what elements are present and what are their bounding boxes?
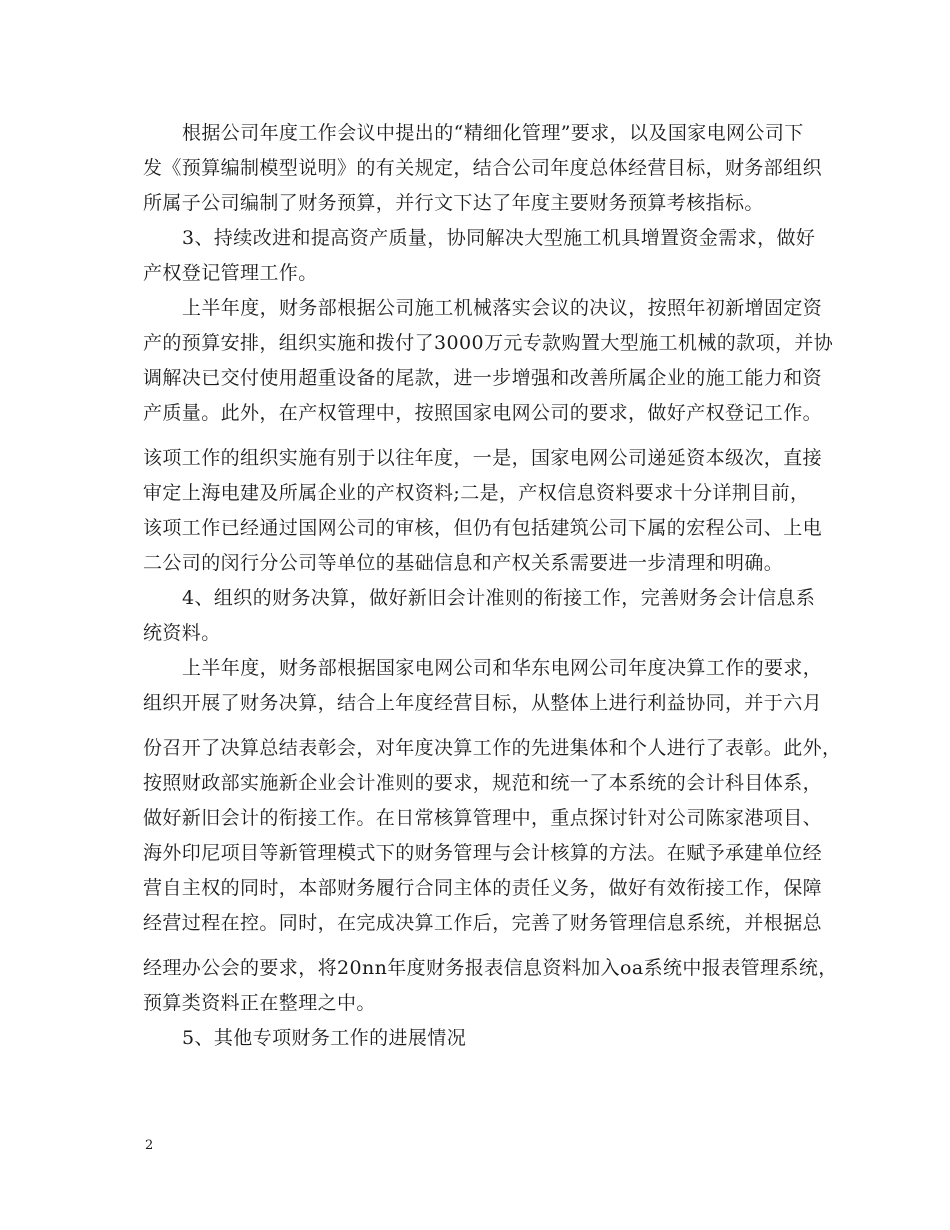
text-line: 审定上海电建及所属企业的产权资料;二是，产权信息资料要求十分详荆目前， <box>143 482 810 504</box>
text-line: 组织开展了财务决算，结合上年度经营目标，从整体上进行利益协同，并于六月 <box>143 692 823 714</box>
text-line: 做好新旧会计的衔接工作。在日常核算管理中，重点探讨针对公司陈家港项目、 <box>143 807 823 829</box>
text-line: 3、持续改进和提高资产质量，协同解决大型施工机具增置资金需求，做好 <box>182 227 816 249</box>
page-number: 2 <box>145 1138 154 1153</box>
text-line: 统资料。 <box>143 622 221 644</box>
text-line: 海外印尼项目等新管理模式下的财务管理与会计核算的方法。在赋予承建单位经 <box>143 842 823 864</box>
text-line: 5、其他专项财务工作的进展情况 <box>182 1027 467 1049</box>
text-line: 份召开了决算总结表彰会，对年度决算工作的先进集体和个人进行了表彰。此外， <box>143 737 842 759</box>
text-line: 所属子公司编制了财务预算，并行文下达了年度主要财务预算考核指标。 <box>143 192 764 214</box>
text-line: 产的预算安排，组织实施和拨付了3000万元专款购置大型施工机械的款项，并协 <box>143 332 834 354</box>
text-line: 上半年度，财务部根据国家电网公司和华东电网公司年度决算工作的要求， <box>182 657 823 679</box>
text-line: 上半年度，财务部根据公司施工机械落实会议的决议，按照年初新增固定资 <box>182 297 823 319</box>
text-line: 营自主权的同时，本部财务履行合同主体的责任义务，做好有效衔接工作，保障 <box>143 877 823 899</box>
text-line: 二公司的闵行分公司等单位的基础信息和产权关系需要进一步清理和明确。 <box>143 552 784 574</box>
text-line: 根据公司年度工作会议中提出的“精细化管理”要求，以及国家电网公司下 <box>182 122 804 144</box>
text-line: 按照财政部实施新企业会计准则的要求，规范和统一了本系统的会计科目体系， <box>143 772 823 794</box>
text-line: 该项工作的组织实施有别于以往年度，一是，国家电网公司递延资本级次，直接 <box>143 447 823 469</box>
text-line: 发《预算编制模型说明》的有关规定，结合公司年度总体经营目标，财务部组织 <box>143 157 823 179</box>
text-line: 产质量。此外，在产权管理中，按照国家电网公司的要求，做好产权登记工作。 <box>143 402 823 424</box>
text-line: 4、组织的财务决算，做好新旧会计准则的衔接工作，完善财务会计信息系 <box>182 587 816 609</box>
text-line: 经理办公会的要求，将20nn年度财务报表信息资料加入oa系统中报表管理系统， <box>143 957 838 979</box>
text-line: 产权登记管理工作。 <box>143 262 318 284</box>
text-line: 该项工作已经通过国网公司的审核，但仍有包括建筑公司下属的宏程公司、上电 <box>143 517 823 539</box>
text-line: 调解决已交付使用超重设备的尾款，进一步增强和改善所属企业的施工能力和资 <box>143 367 823 389</box>
text-line: 预算类资料正在整理之中。 <box>143 992 376 1014</box>
text-line: 经营过程在控。同时，在完成决算工作后，完善了财务管理信息系统，并根据总 <box>143 912 823 934</box>
